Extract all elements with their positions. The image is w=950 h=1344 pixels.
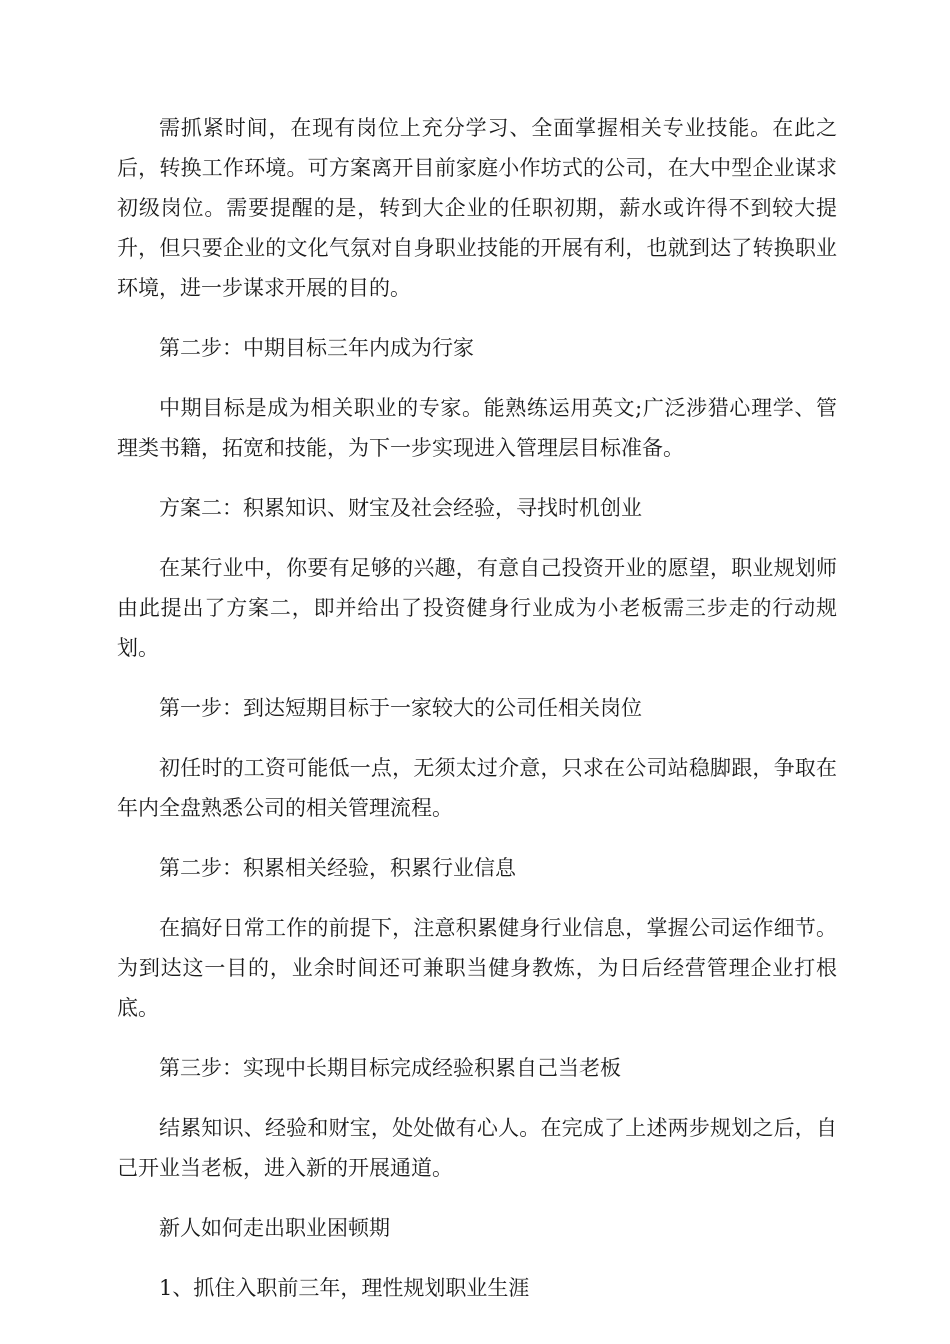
document-body [117,108,837,1328]
heading-step-one: 第一步：到达短期目标于一家较大的公司任相关岗位 [159,696,642,720]
heading-step-two: 第二步：积累相关经验，积累行业信息 [159,856,516,880]
paragraph-step-two: 在搞好日常工作的前提下，注意积累健身行业信息，掌握公司运作细节。为到达这一目的，业余时间还可兼职当健身教炼，为日后经营管理企业打根底。 [117,916,837,1020]
paragraph-switch-environment: 需抓紧时间，在现有岗位上充分学习、全面掌握相关专业技能。在此之后，转换工作环境。可方案离开目前家庭小作坊式的公司，在大中型企业谋求初级岗位。需要提醒的是，转到大企业的任职初期，薪水或许得不到较大提升，但只要企业的文化气氛对自身职业技能的开展有利，也就到达了转换职业环境，进一步谋求开展的目的。 [117,116,837,300]
heading-new-hire-section: 新人如何走出职业困顿期 [159,1216,390,1240]
paragraph-plan-two-intro: 在某行业中，你要有足够的兴趣，有意自己投资开业的愿望，职业规划师由此提出了方案二，即并给出了投资健身行业成为小老板需三步走的行动规划。 [117,556,837,660]
heading-point-one: 1、抓住入职前三年，理性规划职业生涯 [159,1276,530,1300]
paragraph-step-three: 结累知识、经验和财宝，处处做有心人。在完成了上述两步规划之后，自己开业当老板，进入新的开展通道。 [117,1116,837,1180]
heading-step-two-midterm: 第二步：中期目标三年内成为行家 [159,336,474,360]
paragraph-step-one: 初任时的工资可能低一点，无须太过介意，只求在公司站稳脚跟，争取在年内全盘熟悉公司的相关管理流程。 [117,756,837,820]
heading-step-three: 第三步：实现中长期目标完成经验积累自己当老板 [159,1056,621,1080]
paragraph-midterm-goal: 中期目标是成为相关职业的专家。能熟练运用英文;广泛涉猎心理学、管理类书籍，拓宽和技能，为下一步实现进入管理层目标准备。 [117,396,837,460]
heading-plan-two: 方案二：积累知识、财宝及社会经验，寻找时机创业 [159,496,642,520]
